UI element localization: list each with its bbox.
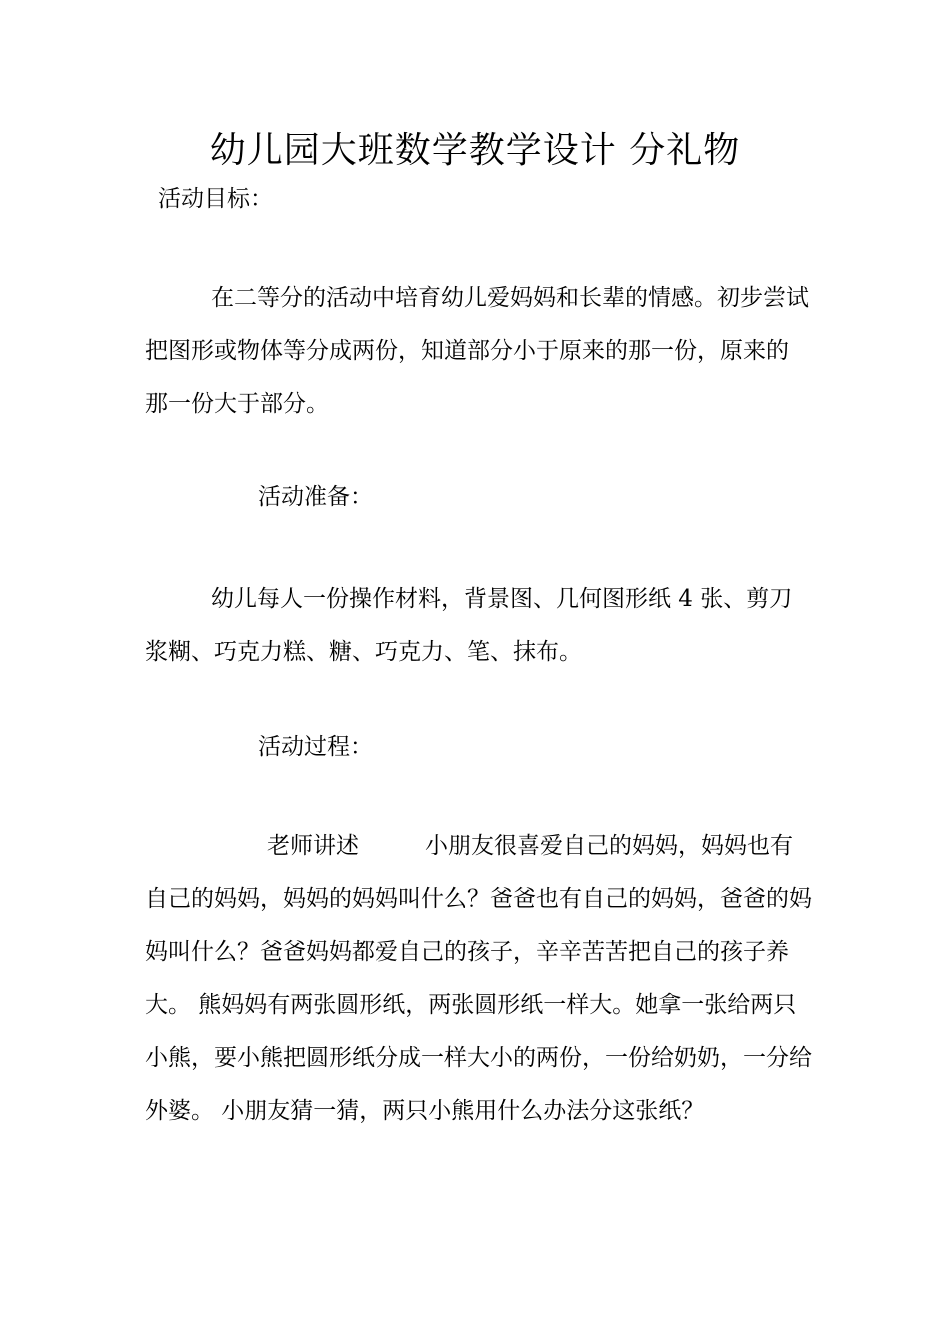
preparation-paragraph: 幼儿每人一份操作材料，背景图、几何图形纸 4 张、剪刀浆糊、巧克力糕、糖、巧克力、笔、抹布。 [145, 586, 793, 665]
process-paragraph [145, 820, 815, 1138]
process-heading: 活动过程： [258, 734, 373, 760]
process-body: 小朋友很喜爱自己的妈妈，妈妈也有自己的妈妈，妈妈的妈妈叫什么？爸爸也有自己的妈妈，爸爸的妈妈叫什么？爸爸妈妈都爱自己的孩子，辛辛苦苦把自己的孩子养大。 熊妈妈有两张圆形纸，两张圆形纸一样大。她拿一张给两只小熊，要小熊把圆形纸分成一样大小的两份，一份给奶奶，一分给外婆。 小朋友猜一猜，两只小熊用什么办法分这张纸？ [145, 833, 812, 1124]
goal-paragraph: 在二等分的活动中培育幼儿爱妈妈和长辈的情感。初步尝试把图形或物体等分成两份，知道部分小于原来的那一份，原来的那一份大于部分。 [145, 285, 809, 417]
document-title: 幼儿园大班数学教学设计 分礼物 [209, 130, 741, 171]
preparation-heading: 活动准备： [258, 484, 373, 510]
goal-heading: 活动目标： [158, 186, 273, 212]
process-lead: 老师讲述 [267, 833, 359, 859]
